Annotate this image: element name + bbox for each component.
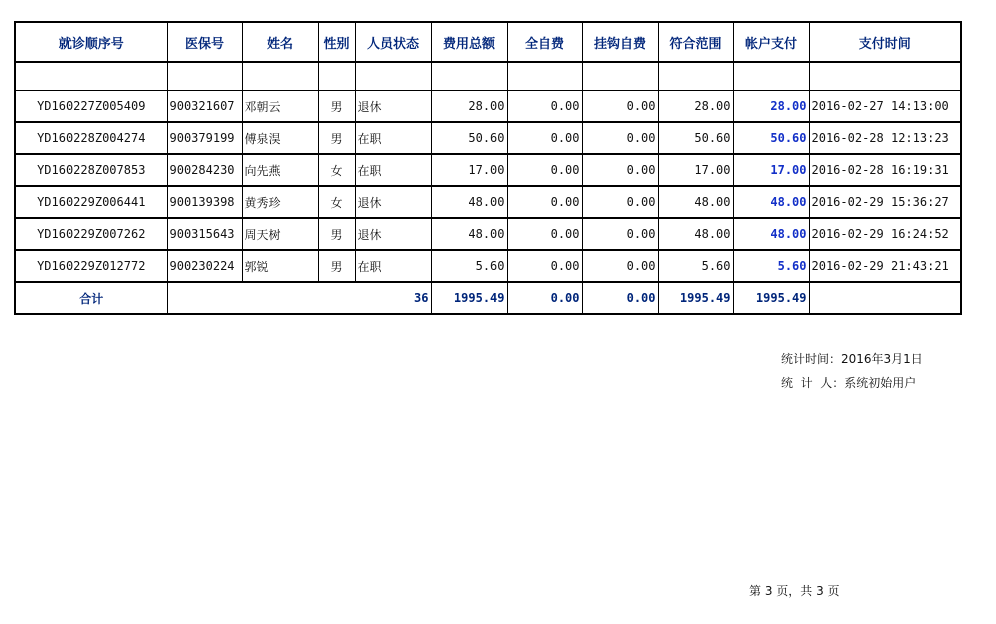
cell-ins: 900379199 [167,122,242,154]
stat-person: 统 计 人：系统初始用户 [781,376,917,390]
cell-inrange: 48.00 [658,186,733,218]
totals-label: 合计 [15,282,167,314]
cell-total: 17.00 [431,154,507,186]
cell-gender: 男 [318,91,355,123]
col-header-gender: 性别 [318,22,355,62]
cell-account: 28.00 [733,91,809,123]
cell-status: 退休 [355,218,431,250]
totals-selfpay: 0.00 [507,282,582,314]
cell-inrange: 28.00 [658,91,733,123]
col-header-selfpay: 全自费 [507,22,582,62]
cell-account: 48.00 [733,186,809,218]
cell-inrange: 17.00 [658,154,733,186]
cell-status: 退休 [355,91,431,123]
report-table [14,21,962,315]
cell-gender: 女 [318,186,355,218]
cell-selfpay: 0.00 [507,218,582,250]
cell-account: 50.60 [733,122,809,154]
table-row [15,186,961,218]
cell-gender: 男 [318,250,355,282]
cell-gender: 男 [318,218,355,250]
cell-ins: 900321607 [167,91,242,123]
cell-ins: 900230224 [167,250,242,282]
cell-seq: YD160227Z005409 [15,91,167,123]
cell-status: 在职 [355,122,431,154]
cell-time: 2016-02-29 16:24:52 [809,218,961,250]
totals-hookpay: 0.00 [582,282,658,314]
cell-ins: 900139398 [167,186,242,218]
table-row [15,91,961,123]
blank-row [15,62,961,91]
cell-account: 48.00 [733,218,809,250]
cell-seq: YD160229Z007262 [15,218,167,250]
cell-selfpay: 0.00 [507,122,582,154]
cell-selfpay: 0.00 [507,154,582,186]
page-number: 第 3 页，共 3 页 [749,584,840,598]
col-header-time: 支付时间 [809,22,961,62]
totals-account: 1995.49 [733,282,809,314]
cell-ins: 900284230 [167,154,242,186]
cell-hookpay: 0.00 [582,91,658,123]
cell-total: 48.00 [431,186,507,218]
cell-time: 2016-02-27 14:13:00 [809,91,961,123]
cell-seq: YD160228Z004274 [15,122,167,154]
cell-hookpay: 0.00 [582,186,658,218]
cell-hookpay: 0.00 [582,154,658,186]
col-header-name: 姓名 [242,22,318,62]
cell-name: 邓朝云 [242,91,318,123]
cell-name: 周天树 [242,218,318,250]
col-header-inrange: 符合范围 [658,22,733,62]
col-header-hookpay: 挂钩自费 [582,22,658,62]
table-row [15,122,961,154]
cell-seq: YD160228Z007853 [15,154,167,186]
table-row [15,250,961,282]
totals-inrange: 1995.49 [658,282,733,314]
table-row [15,218,961,250]
table-row [15,154,961,186]
cell-seq: YD160229Z006441 [15,186,167,218]
cell-gender: 男 [318,122,355,154]
cell-inrange: 5.60 [658,250,733,282]
cell-ins: 900315643 [167,218,242,250]
cell-selfpay: 0.00 [507,250,582,282]
cell-selfpay: 0.00 [507,91,582,123]
col-header-status: 人员状态 [355,22,431,62]
cell-time: 2016-02-29 15:36:27 [809,186,961,218]
totals-row [15,282,961,314]
cell-account: 5.60 [733,250,809,282]
col-header-ins: 医保号 [167,22,242,62]
cell-name: 向先燕 [242,154,318,186]
col-header-account: 帐户支付 [733,22,809,62]
totals-empty [809,282,961,314]
cell-name: 黄秀珍 [242,186,318,218]
cell-time: 2016-02-28 16:19:31 [809,154,961,186]
cell-gender: 女 [318,154,355,186]
stat-time: 统计时间：2016年3月1日 [781,352,923,366]
cell-hookpay: 0.00 [582,218,658,250]
cell-hookpay: 0.00 [582,122,658,154]
totals-count: 36 [167,282,431,314]
cell-total: 48.00 [431,218,507,250]
col-header-seq: 就诊顺序号 [15,22,167,62]
cell-inrange: 48.00 [658,218,733,250]
col-header-total: 费用总额 [431,22,507,62]
header-row [15,22,961,62]
cell-inrange: 50.60 [658,122,733,154]
cell-status: 退休 [355,186,431,218]
cell-name: 郭锐 [242,250,318,282]
cell-time: 2016-02-29 21:43:21 [809,250,961,282]
cell-selfpay: 0.00 [507,186,582,218]
cell-status: 在职 [355,154,431,186]
cell-name: 傅泉淏 [242,122,318,154]
cell-total: 28.00 [431,91,507,123]
totals-total: 1995.49 [431,282,507,314]
cell-hookpay: 0.00 [582,250,658,282]
cell-seq: YD160229Z012772 [15,250,167,282]
cell-total: 50.60 [431,122,507,154]
cell-time: 2016-02-28 12:13:23 [809,122,961,154]
cell-total: 5.60 [431,250,507,282]
cell-status: 在职 [355,250,431,282]
cell-account: 17.00 [733,154,809,186]
